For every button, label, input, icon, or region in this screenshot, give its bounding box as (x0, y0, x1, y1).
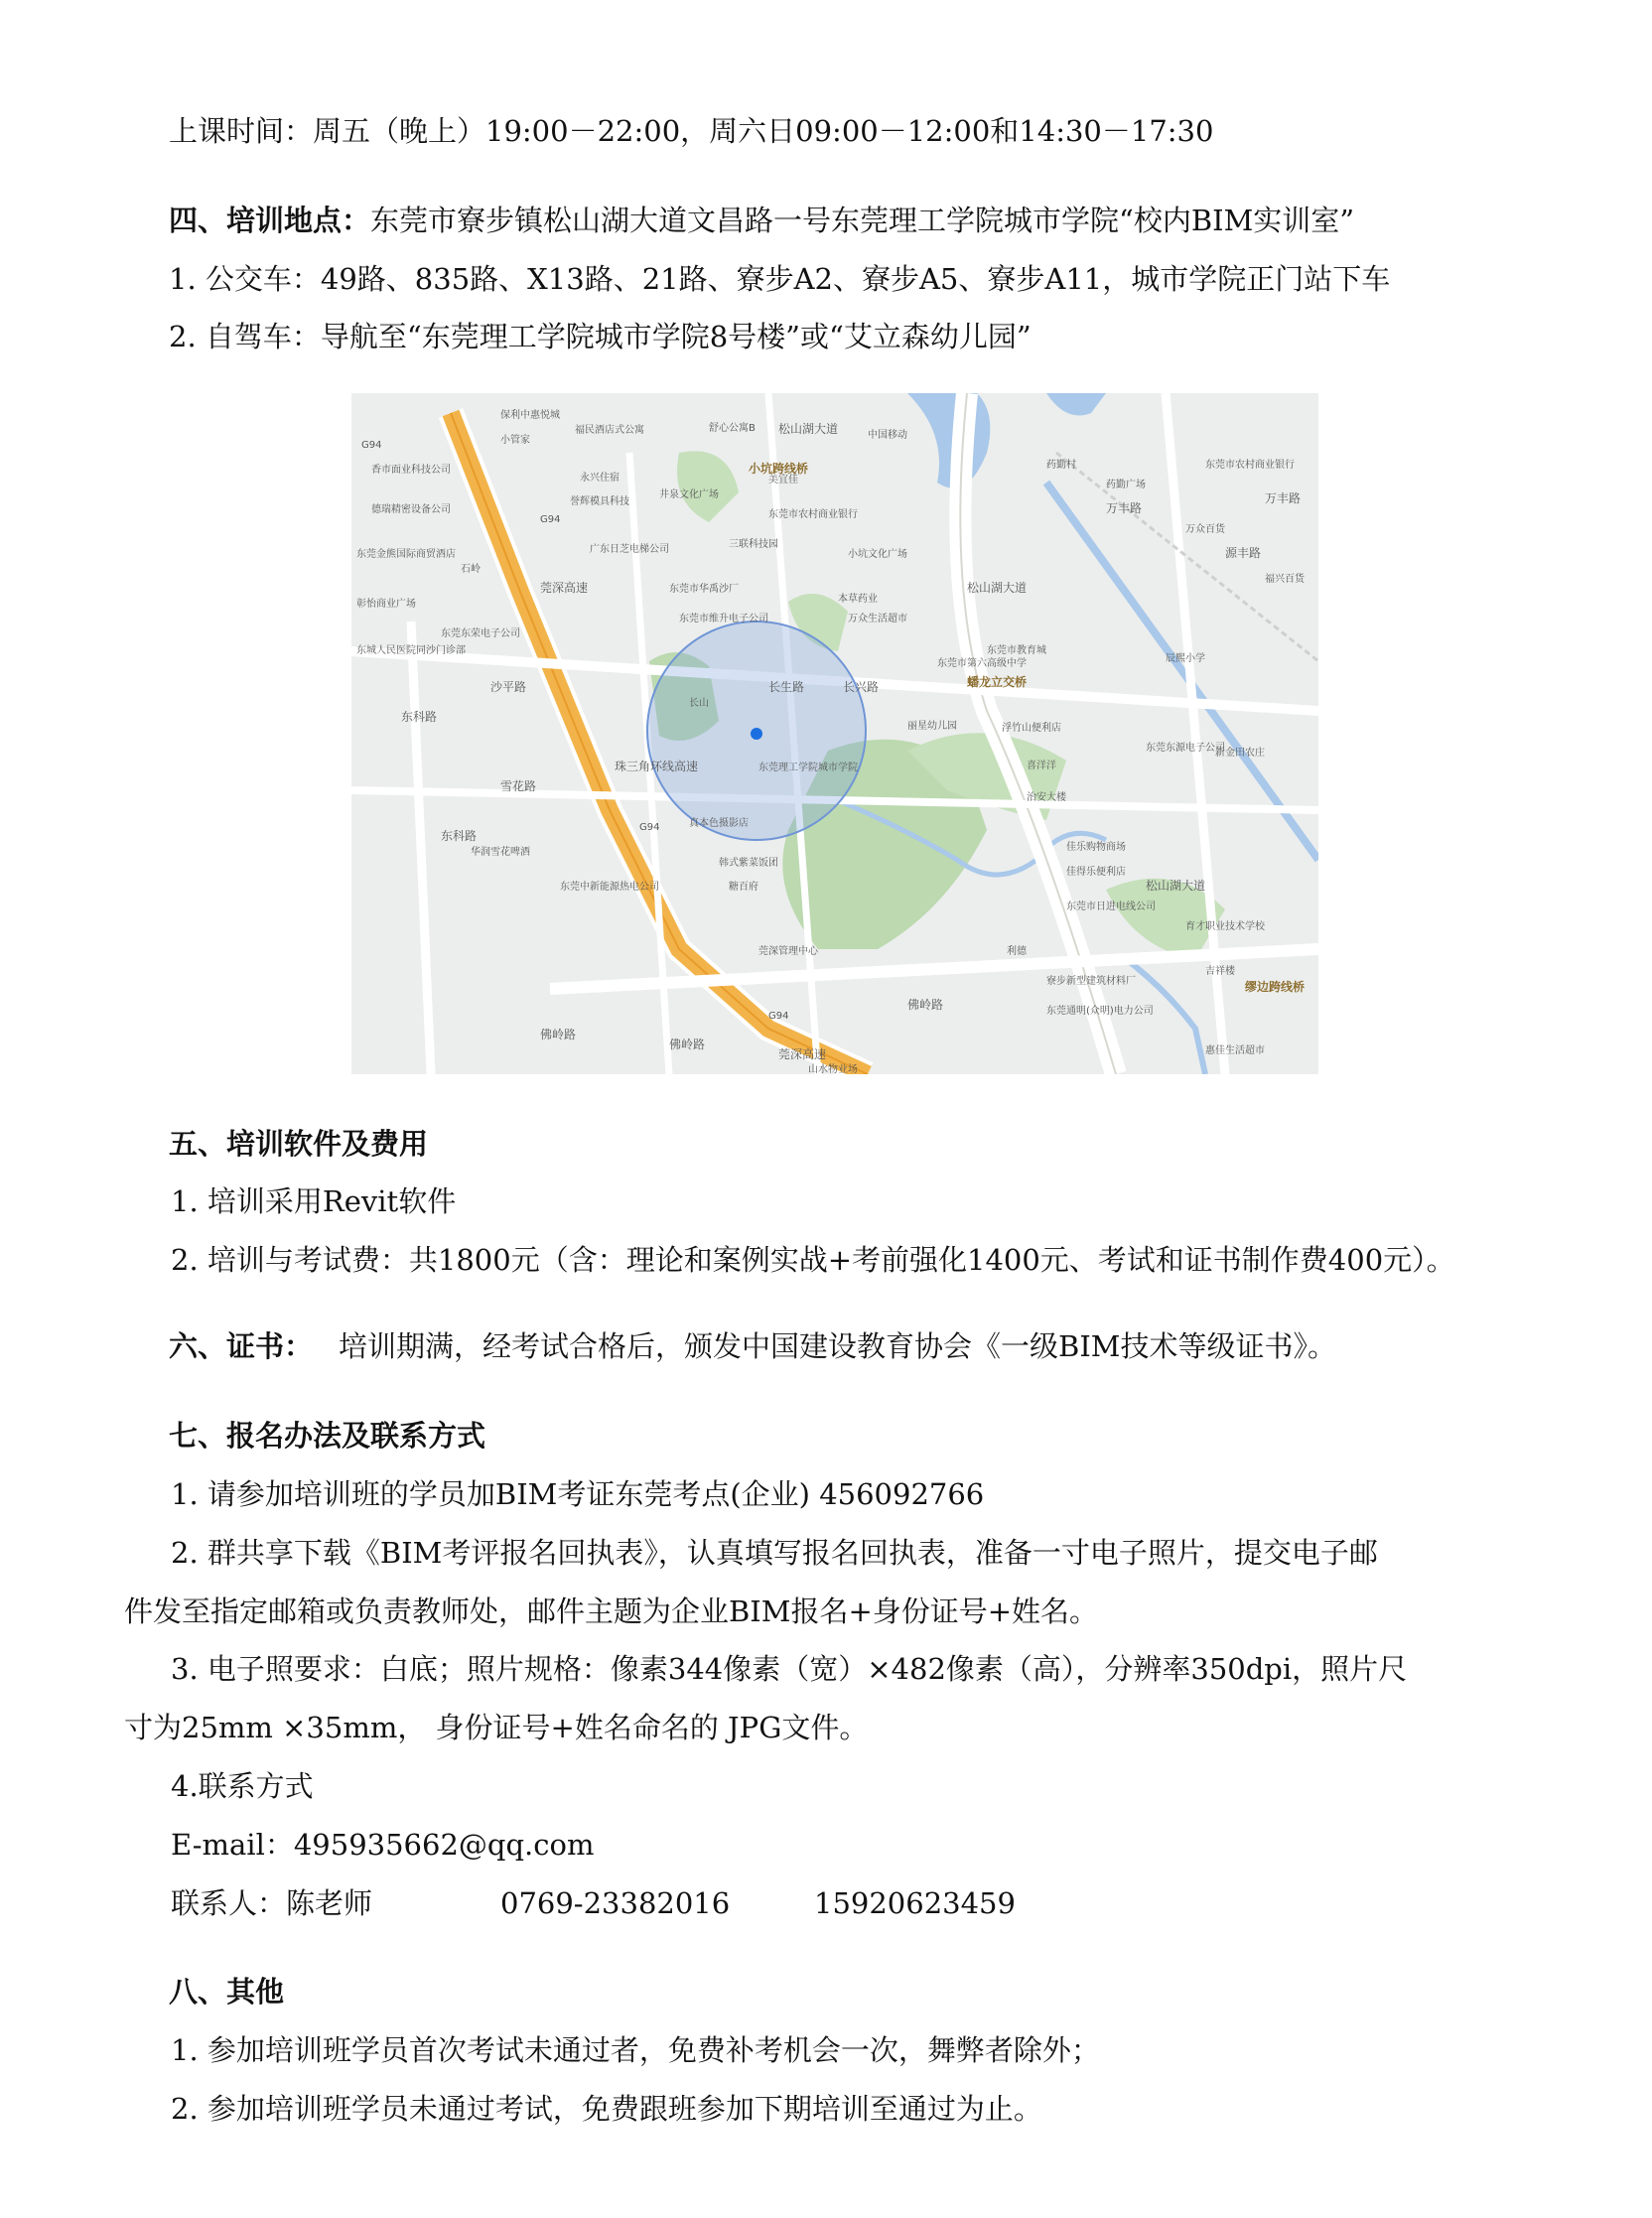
label-xuehua: 雪花路 (500, 779, 537, 793)
label-dongyuan: 东莞东源电子公司 (1146, 743, 1225, 754)
label-shaping: 沙平路 (490, 680, 527, 694)
label-xiangshimianye: 香市面业科技公司 (371, 465, 451, 476)
label-guanshen-center: 莞深管理中心 (758, 946, 818, 957)
label-yucai: 育才职业技术学校 (1185, 921, 1265, 932)
label-xiaoguanjia: 小管家 (500, 435, 530, 446)
map-graphic (351, 393, 1318, 1074)
label-hanshi: 韩式紫菜饭团 (719, 858, 778, 869)
bus-info: 1. 公交车：49路、835路、X13路、21路、寮步A2、寮步A5、寮步A11，城市学院正门站下车 (169, 262, 1391, 296)
label-songshanhu2: 松山湖大道 (967, 581, 1028, 595)
label-yaoqin: 药勤村 (1046, 460, 1076, 471)
label-changxing: 长兴路 (843, 680, 880, 694)
label-chenji: 辰熙小学 (1166, 653, 1205, 664)
label-jiaoyubureau: 东莞市教育城 (987, 645, 1046, 656)
label-zhian: 治安大楼 (1027, 792, 1066, 803)
label-xiaokeng: 小坑跨线桥 (749, 462, 809, 476)
label-liaobian: 缪边跨线桥 (1245, 980, 1306, 994)
label-shiling: 石岭 (461, 564, 481, 575)
label-jianxing: 丽星幼儿园 (907, 721, 957, 732)
label-foling3: 佛岭路 (907, 998, 944, 1012)
label-benzao: 本草药业 (838, 594, 878, 605)
label-weiniu: 东莞市维升电子公司 (679, 614, 768, 624)
certificate-info: 培训期满，经考试合格后，颁发中国建设教育协会《一级BIM技术等级证书》。 (339, 1329, 1336, 1363)
label-foling2: 佛岭路 (669, 1038, 706, 1051)
photo-requirements-2: 寸为25mm ×35mm， 身份证号+姓名命名的 JPG文件。 (124, 1711, 869, 1744)
photo-requirements-1: 3. 电子照要求：白底；照片规格：像素344像素（宽）×482像素（高），分辨率350dpi，照片尺 (171, 1652, 1408, 1686)
label-g94-2: G94 (540, 514, 561, 525)
label-jiale: 佳乐购物商场 (1066, 842, 1126, 853)
section-4-heading: 四、培训地点： (169, 204, 371, 237)
label-changsheng: 长生路 (768, 680, 805, 694)
section-8-heading: 八、其他 (169, 1975, 285, 2009)
label-songshanhu: 松山湖大道 (778, 422, 839, 436)
label-jixiang: 吉祥楼 (1205, 966, 1235, 977)
section-6-line (169, 1326, 1336, 1366)
label-fumin: 福民酒店式公寓 (575, 425, 644, 436)
contact-phone-1: 0769-23382016 (500, 1886, 731, 1920)
label-dongke: 东科路 (401, 710, 438, 724)
label-zhenben: 真本色摄影店 (689, 818, 749, 829)
label-huaqi: 东莞市华禹沙厂 (669, 584, 739, 595)
label-shenmo: 誉辉模具科技 (570, 496, 629, 507)
label-zhongxinneng: 东莞中新能源热电公司 (560, 882, 659, 893)
label-dongguanhuan: 东莞东荣电子公司 (441, 628, 520, 639)
form-info-2: 件发至指定邮箱或负责教师处，邮件主题为企业BIM报名+身份证号+姓名。 (124, 1594, 1099, 1628)
label-shuxin: 舒心公寓B (709, 423, 756, 434)
label-liuzhong: 东莞市第六高级中学 (937, 658, 1027, 669)
location-marker-icon (751, 728, 762, 740)
label-shanshui: 山水物业场 (808, 1064, 858, 1074)
label-g94-4: G94 (768, 1011, 789, 1022)
label-yishangye: 彰怡商业广场 (356, 599, 416, 610)
label-yuanfeng: 源丰路 (1225, 546, 1262, 560)
label-changshan: 长山 (689, 698, 709, 709)
qq-group-info: 1. 请参加培训班的学员加BIM考证东莞考点(企业) 456092766 (171, 1477, 985, 1511)
section-4-line (169, 201, 1354, 240)
label-nongshang: 东莞市农村商业银行 (768, 509, 858, 520)
label-wanfeng2: 万丰路 (1265, 491, 1302, 505)
location-map (351, 393, 1318, 1074)
contact-email: E-mail：495935662@qq.com (171, 1828, 595, 1862)
label-foling1: 佛岭路 (540, 1028, 577, 1041)
label-fuzhushan: 浮竹山便利店 (1002, 723, 1061, 734)
label-guanshen-south: 莞深高速 (778, 1047, 827, 1061)
label-g94-3: G94 (639, 822, 660, 833)
label-tangbaifu: 糖百府 (729, 882, 758, 893)
section-7-heading: 七、报名办法及联系方式 (169, 1419, 486, 1453)
label-jiadefu: 佳得乐便利店 (1066, 867, 1126, 878)
label-panlong: 蟠龙立交桥 (967, 675, 1028, 689)
label-wanzhong: 万众生活超市 (848, 614, 907, 624)
label-g94: G94 (361, 440, 382, 451)
label-meiyi: 美宜佳 (768, 475, 798, 485)
contact-heading: 4.联系方式 (171, 1769, 314, 1803)
training-address: 东莞市寮步镇松山湖大道文昌路一号东莞理工学院城市学院“校内BIM实训室” (370, 204, 1355, 237)
section-5-heading: 五、培训软件及费用 (169, 1127, 429, 1161)
label-fuyi: 福兴百货 (1265, 574, 1305, 585)
label-lide: 利德 (1007, 946, 1027, 957)
label-wanfeng: 万丰路 (1106, 501, 1143, 515)
schedule-line: 上课时间：周五（晚上）19:00－22:00，周六日09:00－12:00和14:30－17:30 (169, 114, 1214, 148)
label-baoli: 保利中惠悦城 (500, 410, 560, 421)
label-yongxing: 永兴住宿 (580, 473, 620, 484)
label-college: 东莞理工学院城市学院 (758, 762, 858, 773)
section-6-heading: 六、证书： (169, 1329, 314, 1363)
label-nongshang2: 东莞市农村商业银行 (1205, 460, 1295, 471)
label-zhongguoyidong: 中国移动 (868, 430, 907, 441)
label-sanlian: 三联科技园 (729, 539, 778, 550)
contact-phone-2: 15920623459 (814, 1886, 1016, 1920)
other-info-2: 2. 参加培训班学员未通过考试，免费跟班参加下期培训至通过为止。 (171, 2092, 1042, 2126)
label-deruijingmi: 德瑞精密设备公司 (371, 504, 451, 515)
label-guanshen: 莞深高速 (540, 581, 589, 595)
label-xiaokengwh: 小坑文化广场 (848, 549, 907, 560)
label-renmin: 东城人民医院同沙门诊部 (356, 645, 466, 656)
contact-line (171, 1883, 1016, 1923)
contact-person: 联系人：陈老师 (171, 1886, 373, 1920)
label-rijin: 东莞市日进电线公司 (1066, 901, 1156, 912)
form-info-1: 2. 群共享下载《BIM考评报名回执表》，认真填写报名回执表，准备一寸电子照片，提交电子邮 (171, 1536, 1378, 1570)
car-info: 2. 自驾车：导航至“东莞理工学院城市学院8号楼”或“艾立森幼儿园” (169, 320, 1032, 353)
label-jingquan: 井泉文化广场 (659, 489, 719, 500)
label-liaobu-jiancai: 寮步新型建筑材料厂 (1046, 976, 1136, 987)
label-tongming: 东莞通明(众明)电力公司 (1046, 1006, 1154, 1017)
label-dongke2: 东科路 (441, 829, 478, 843)
label-guoji: 东莞金熊国际商贸酒店 (356, 549, 456, 560)
fee-info: 2. 培训与考试费：共1800元（含：理论和案例实战+考前强化1400元、考试和证书制作费400元）。 (171, 1243, 1455, 1277)
label-yaoqin-square: 药勤广场 (1106, 480, 1146, 490)
label-xinjintian: 新金田农庄 (1215, 748, 1265, 759)
label-wanzhongbaihuo: 万众百货 (1185, 524, 1225, 535)
software-info: 1. 培训采用Revit软件 (171, 1184, 457, 1218)
label-huarun: 华润雪花啤酒 (471, 847, 530, 858)
label-xiyangyang: 喜洋洋 (1027, 761, 1056, 771)
label-huijia: 惠佳生活超市 (1205, 1045, 1265, 1056)
label-songshanhu3: 松山湖大道 (1146, 879, 1206, 893)
label-zhusanjiao: 珠三角环线高速 (615, 760, 699, 773)
other-info-1: 1. 参加培训班学员首次考试未通过者，免费补考机会一次，舞弊者除外； (171, 2033, 1100, 2067)
label-guangdongrizhi: 广东日芝电梯公司 (590, 544, 669, 555)
